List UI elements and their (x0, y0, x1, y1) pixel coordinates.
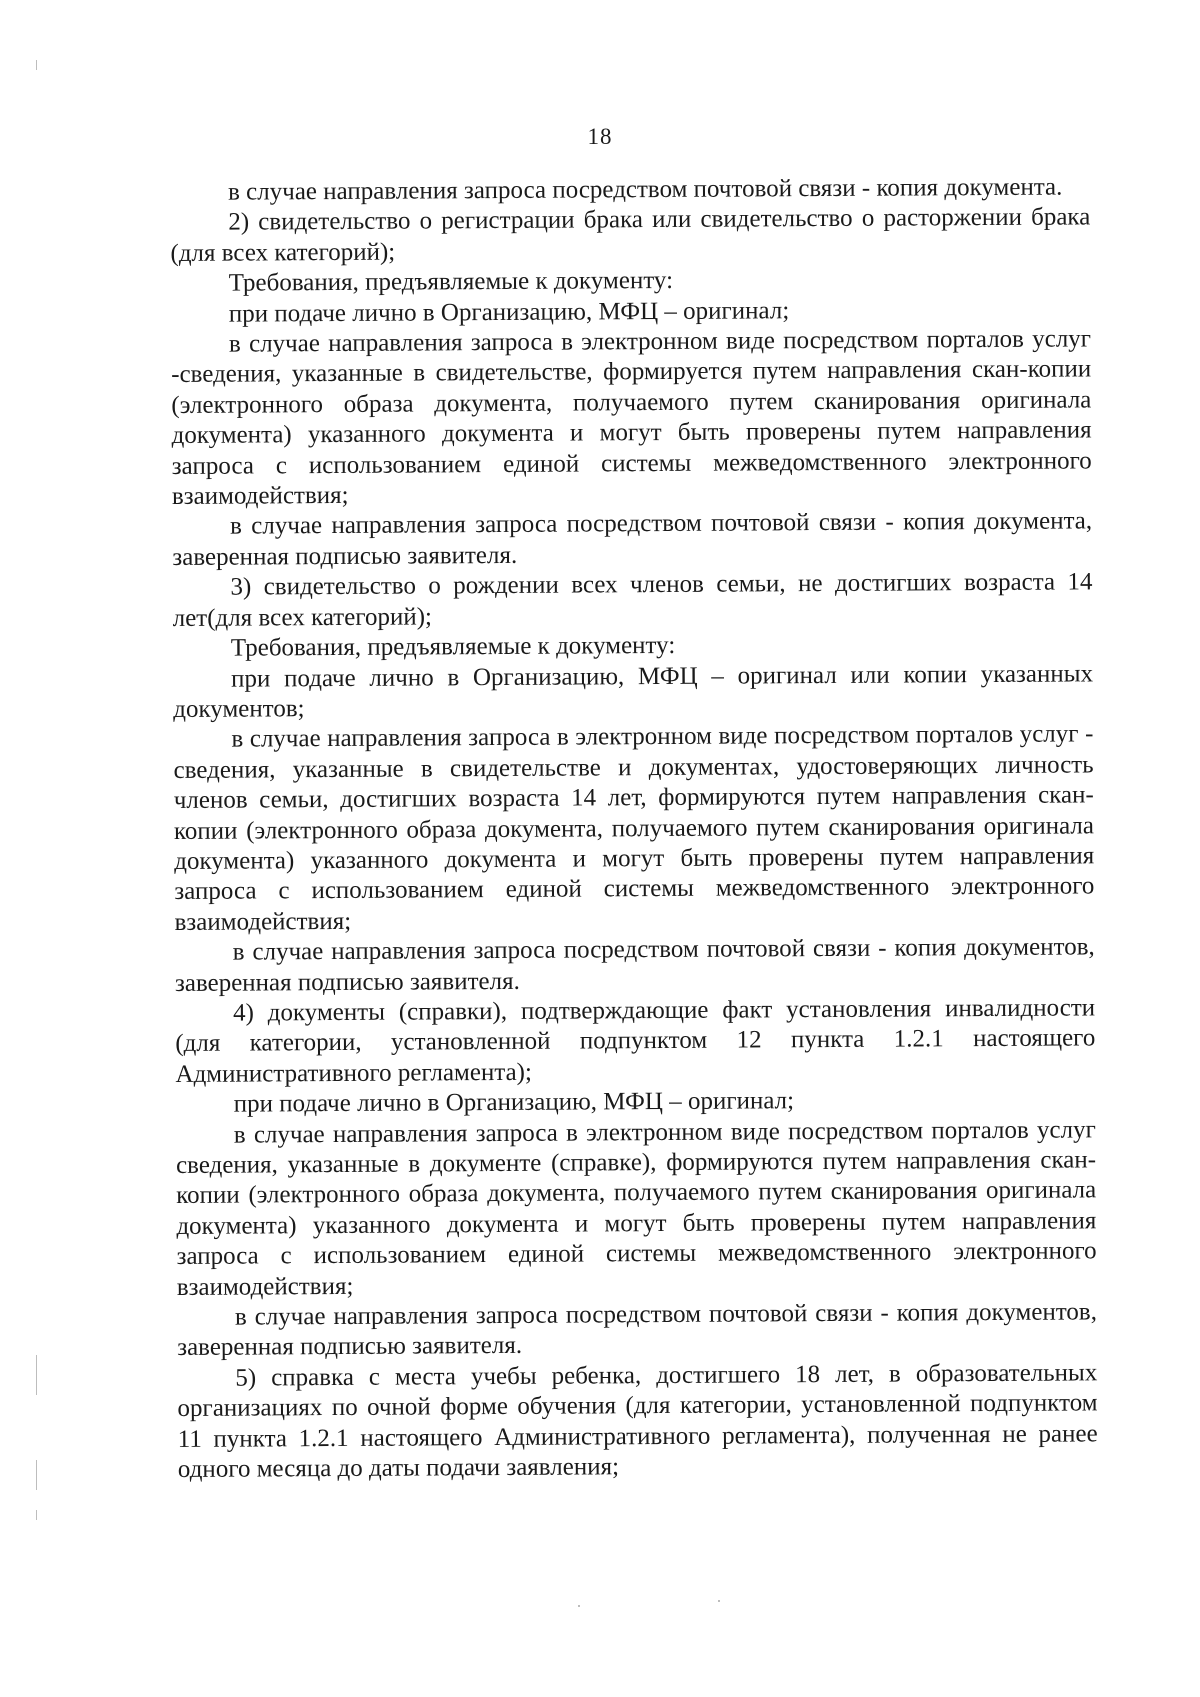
page-number: 18 (587, 124, 613, 149)
paragraph: при подаче лично в Организацию, МФЦ – оригинал или копии указанных документов; (173, 659, 1094, 723)
paragraph: Требования, предъявляемые к документу: (230, 632, 676, 662)
paragraph: при подаче лично в Организацию, МФЦ – оригинал; (233, 1087, 795, 1118)
paragraph: в случае направления запроса посредством почтовой связи - копия документов, заверенная подписью заявителя. (174, 933, 1095, 997)
scan-artifact-mark (36, 1510, 37, 1520)
scan-artifact-mark (718, 1600, 720, 1602)
scan-artifact-mark (578, 1605, 580, 1607)
paragraph: 5) справка с места учебы ребенка, достигшего 18 лет, в образовательных организациях по очной форме обучения (для категории, установленной подпунктом 11 пункта 1.2.1 настоящего Административного регламента), полученная не ранее одного месяца до даты подачи заявления; (177, 1359, 1098, 1484)
scan-artifact-mark (36, 60, 37, 70)
paragraph: 2) свидетельство о регистрации брака или свидетельство о расторжении брака (для всех категорий); (170, 203, 1091, 267)
paragraph: при подаче лично в Организацию, МФЦ – оригинал; (228, 296, 790, 328)
paragraph: в случае направления запроса посредством почтовой связи - копия документов, заверенная подписью заявителя. (177, 1298, 1098, 1362)
paragraph: в случае направления запроса в электронном виде посредством порталов услуг -сведения, указанные в свидетельстве, формируется путем направления скан-копии (электронного образа документа, получаемого путем сканирования оригинала документа) указанного документа и могут быть проверены путем направления запроса с использованием единой системы межведомственного электронного взаимодействия; (171, 325, 1092, 511)
scan-artifact-mark (36, 1460, 37, 1490)
paragraph: в случае направления запроса в электронном виде посредством порталов услуг сведения, указанные в документе (справке), формируются путем направления скан-копии (электронного образа документа, получаемого путем сканирования оригинала документа) указанного документа и могут быть проверены путем направления запроса с использованием единой системы межведомственного электронного взаимодействия; (175, 1115, 1097, 1301)
paragraph: Требования, предъявляемые к документу: (228, 267, 674, 297)
scan-artifact-mark (36, 1355, 37, 1395)
paragraph: 4) документы (справки), подтверждающие факт установления инвалидности (для категории, установленной подпунктом 12 пункта 1.2.1 настоящего Административного регламента); (175, 994, 1096, 1088)
document-body (170, 172, 1098, 1485)
paragraph: 3) свидетельство о рождении всех членов семьи, не достигших возраста 14 лет(для всех категорий); (172, 568, 1093, 632)
paragraph: в случае направления запроса посредством почтовой связи - копия документа, заверенная подписью заявителя. (172, 507, 1093, 571)
paragraph: в случае направления запроса в электронном виде посредством порталов услуг - сведения, указанные в свидетельстве и документах, удостоверяющих личность членов семьи, достигших возраста 14 лет, формируются путем направления скан-копии (электронного образа документа, получаемого путем сканирования оригинала документа) указанного документа и могут быть проверены путем направления запроса с использованием единой системы межведомственного электронного взаимодействия; (173, 720, 1095, 936)
paragraph: в случае направления запроса посредством почтовой связи - копия документа. (228, 173, 1063, 206)
